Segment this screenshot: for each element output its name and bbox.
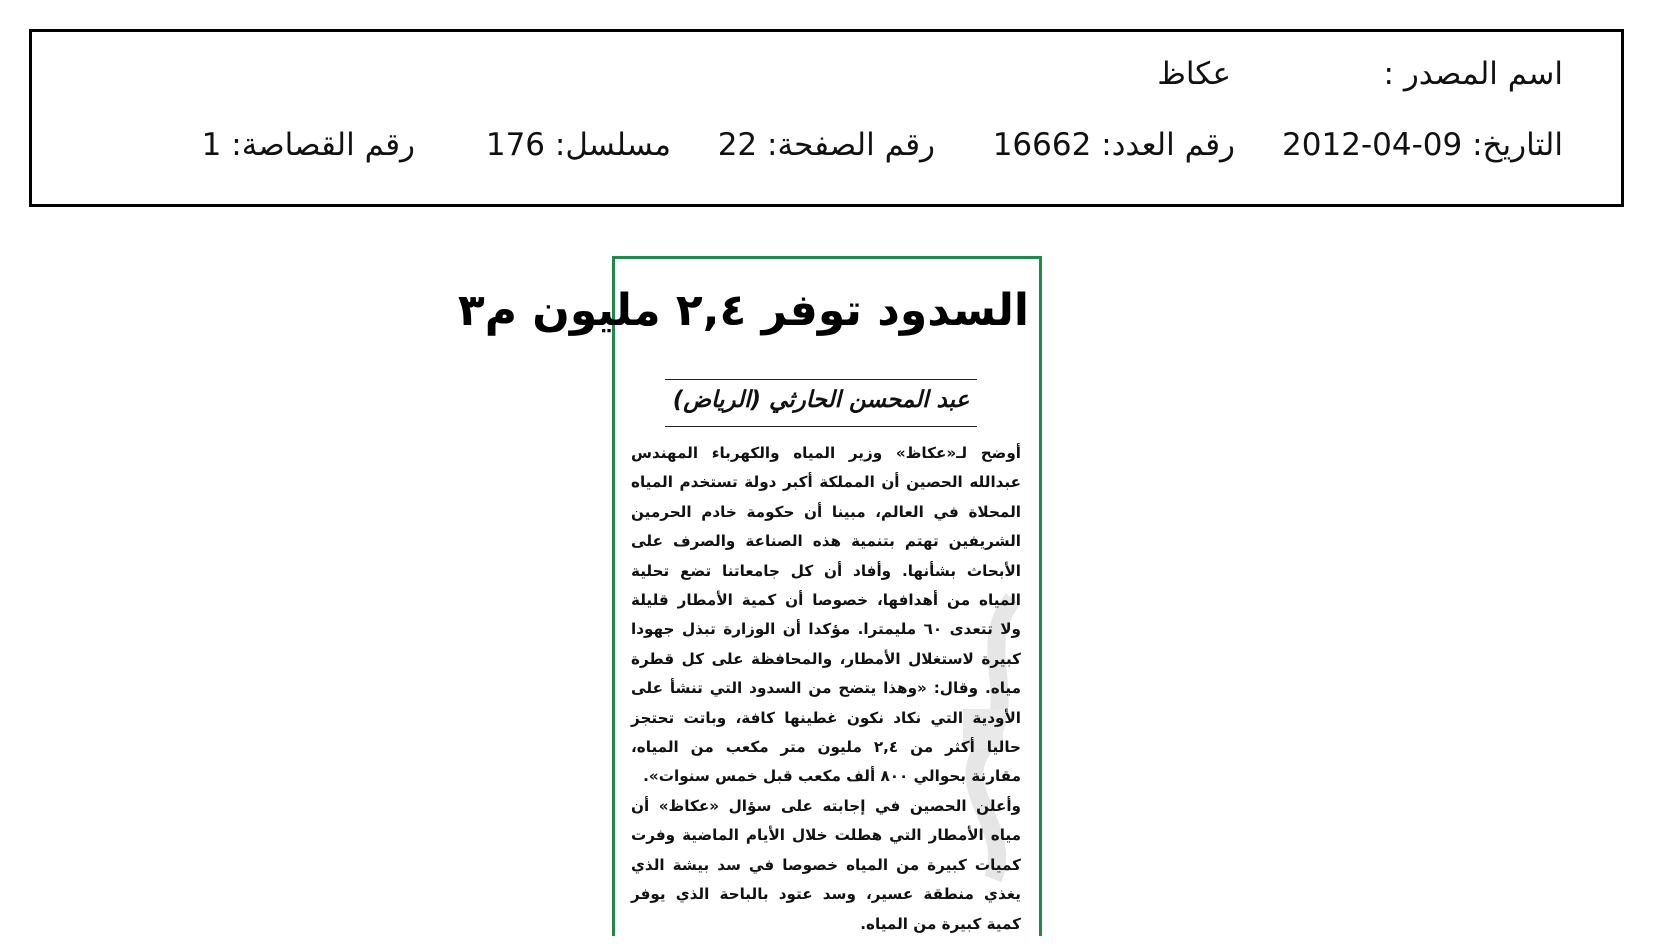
article-headline: السدود توفر ٢,٤ مليون م٣ bbox=[457, 285, 1029, 336]
article-byline: عبد المحسن الحارثي (الرياض) bbox=[672, 387, 970, 413]
date-field bbox=[1282, 127, 1563, 163]
header-box bbox=[29, 29, 1624, 207]
issue-label: رقم العدد: bbox=[1101, 127, 1235, 163]
date-value: 2012-04-09 bbox=[1282, 127, 1463, 163]
clip-number-field bbox=[202, 127, 415, 163]
byline-divider-bottom bbox=[665, 426, 977, 427]
page-field bbox=[718, 127, 935, 163]
article-paragraph: أوضح لـ«عكاظ» وزير المياه والكهرباء المهندس عبدالله الحصين أن المملكة أكبر دولة تستخدم المياه المحلاة في العالم، مبينا أن حكومة خادم الحرمين الشريفين تهتم بتنمية هذه الصناعة والصرف على الأبحاث بشأنها. وأفاد أن كل جامعاتنا تضع تحلية المياه من أهدافها، خصوصا أن كمية الأمطار قليلة ولا تتعدى ٦٠ مليمترا. مؤكدا أن الوزارة تبذل جهودا كبيرة لاستغلال الأمطار، والمحافظة على كل قطرة مياه. وقال: «وهذا يتضح من السدود التي تنشأ على الأودية التي نكاد نكون غطينها كافة، وباتت تحتجز حاليا أكثر من ٢,٤ مليون متر مكعب من المياه، مقارنة بحوالي ٨٠٠ ألف مكعب قبل خمس سنوات». bbox=[631, 444, 1022, 786]
source-value: عكاظ bbox=[1157, 56, 1231, 92]
clip-number-value: 1 bbox=[201, 127, 222, 163]
issue-value: 16662 bbox=[992, 127, 1092, 163]
page-label: رقم الصفحة: bbox=[767, 127, 935, 163]
byline-divider-top bbox=[665, 379, 977, 380]
page-value: 22 bbox=[717, 127, 758, 163]
clip-number-label: رقم القصاصة: bbox=[231, 127, 415, 163]
article-paragraph: وأعلن الحصين في إجابته على سؤال «عكاظ» أن مياه الأمطار التي هطلت خلال الأيام الماضية وفرت كميات كبيرة من المياه خصوصا في سد بيشة الذي يغذي منطقة عسير، وسد عتود بالباحة الذي يوفر كمية كبيرة من المياه. bbox=[631, 796, 1021, 933]
article-body bbox=[631, 439, 1021, 939]
serial-field bbox=[486, 127, 671, 163]
newspaper-clipping bbox=[457, 256, 1042, 936]
serial-label: مسلسل: bbox=[554, 127, 671, 163]
issue-field bbox=[993, 127, 1235, 163]
source-label: اسم المصدر : bbox=[1383, 56, 1563, 92]
serial-value: 176 bbox=[485, 127, 546, 163]
date-label: التاريخ: bbox=[1472, 127, 1563, 163]
